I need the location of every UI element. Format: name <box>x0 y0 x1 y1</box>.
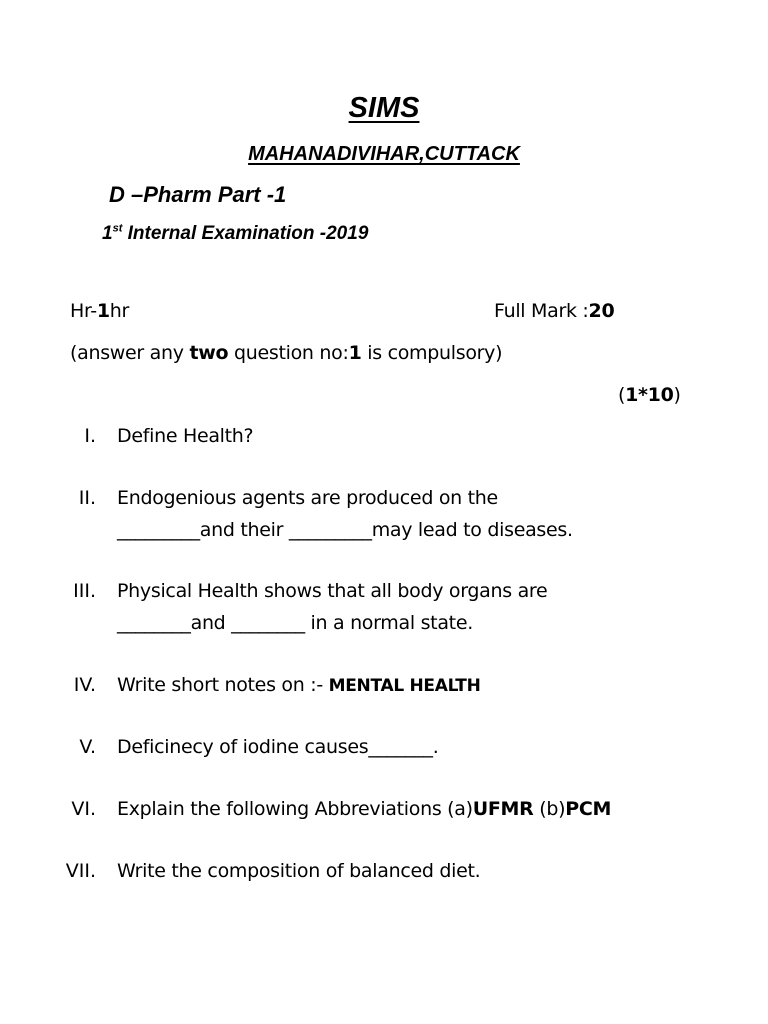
question-line: Endogenious agents are produced on the <box>117 487 498 509</box>
question-line: Write short notes on :- <box>117 674 329 696</box>
instr-bold: two <box>189 342 229 364</box>
instr-pre: (answer any <box>70 342 190 364</box>
question-number: III. <box>73 580 96 602</box>
question-text <box>117 575 547 639</box>
full-mark-value: 20 <box>588 300 615 322</box>
question-line: (b) <box>533 798 566 820</box>
question-text <box>117 669 481 702</box>
full-mark-label: Full Mark : <box>494 300 589 322</box>
question-number: VII. <box>65 860 96 882</box>
question-emphasis: PCM <box>565 798 612 820</box>
question-line: ________and ________ in a normal state. <box>117 612 473 634</box>
question-text: Deficinecy of iodine causes_______. <box>117 736 439 758</box>
duration <box>70 300 129 322</box>
instr-mid: question no: <box>228 342 349 364</box>
question-text: Write the composition of balanced diet. <box>117 860 481 882</box>
exam-heading <box>102 223 368 245</box>
question-number: VI. <box>71 798 96 820</box>
exam-ordinal-suffix: st <box>112 222 123 235</box>
duration-label: Hr- <box>70 300 97 322</box>
instr-num: 1 <box>348 342 362 364</box>
question-line: _________and their _________may lead to diseases. <box>117 519 573 541</box>
question-emphasis: MENTAL HEALTH <box>328 676 481 696</box>
duration-value: 1 <box>96 300 110 322</box>
institute-location: MAHANADIVIHAR,CUTTACK <box>248 143 520 165</box>
marks-open: ( <box>618 384 626 406</box>
question-line: Physical Health shows that all body organs are <box>117 580 548 602</box>
question-number: II. <box>78 487 96 509</box>
question-text <box>117 482 573 546</box>
question-text <box>117 793 611 825</box>
question-number: I. <box>84 425 96 447</box>
question-text: Define Health? <box>117 425 254 447</box>
question-emphasis: UFMR <box>472 798 534 820</box>
duration-unit: hr <box>109 300 130 322</box>
institute-title: SIMS <box>348 92 420 124</box>
instructions <box>70 342 502 364</box>
question-number: V. <box>79 736 96 758</box>
full-mark <box>494 300 614 322</box>
exam-title: Internal Examination -2019 <box>122 223 369 244</box>
question-number: IV. <box>73 674 96 696</box>
marks-close: ) <box>673 384 681 406</box>
instr-post: is compulsory) <box>361 342 503 364</box>
question-line: Explain the following Abbreviations (a) <box>117 798 473 820</box>
exam-ordinal: 1 <box>102 223 113 244</box>
marks-value: 1*10 <box>625 384 674 406</box>
course-heading: D –Pharm Part -1 <box>109 182 287 207</box>
marks-distribution <box>618 384 681 406</box>
